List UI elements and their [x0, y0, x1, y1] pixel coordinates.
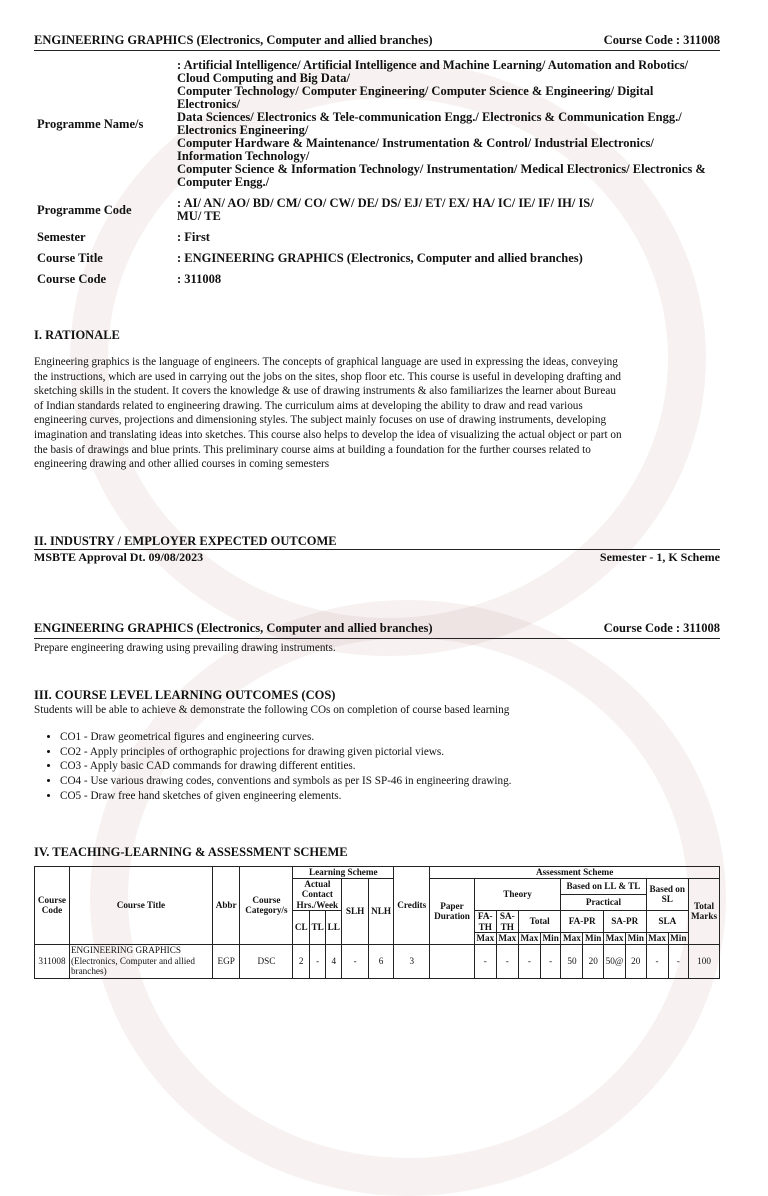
row-total-max: -	[518, 944, 540, 978]
rationale-heading: I. RATIONALE	[34, 328, 120, 342]
assessment-scheme-header: Assessment Scheme	[430, 867, 720, 879]
info-row-course-title	[34, 244, 720, 265]
outcome-text: Prepare engineering drawing using prevailing drawing instruments.	[34, 642, 336, 654]
paper-duration-header: Paper Duration	[430, 878, 474, 944]
page-header	[34, 33, 720, 51]
row-sa-pr-min: 20	[626, 944, 646, 978]
row-fa-pr-max: 50	[561, 944, 583, 978]
info-row-programme-name	[34, 59, 720, 189]
min-header: Min	[626, 933, 646, 945]
list-item: • CO4 - Use various drawing codes, conventions and symbols as per IS SP-46 in engineering drawing.	[60, 774, 720, 789]
scheme-table	[34, 866, 720, 979]
max-header: Max	[518, 933, 540, 945]
contact-hours-header: Actual Contact Hrs./Week	[293, 878, 342, 911]
min-header: Min	[668, 933, 688, 945]
footer-approval: MSBTE Approval Dt. 09/08/2023	[34, 550, 204, 564]
theory-header: Theory	[474, 878, 561, 911]
row-credits: 3	[394, 944, 430, 978]
sla-header: SLA	[646, 911, 689, 933]
list-item: • CO2 - Apply principles of orthographic projections for drawing given pictorial views.	[60, 745, 720, 760]
based-ll-tl-header: Based on LL & TL	[561, 878, 646, 894]
page-header	[34, 621, 720, 639]
row-fa-pr-min: 20	[583, 944, 603, 978]
info-row-programme-code	[34, 189, 720, 223]
info-row-course-code	[34, 265, 720, 286]
cos-list	[34, 730, 720, 803]
fa-pr-header: FA-PR	[561, 911, 604, 933]
ll-header: LL	[326, 911, 342, 945]
learning-scheme-header: Learning Scheme	[293, 867, 394, 879]
rationale-text: Engineering graphics is the language of engineers. The concepts of graphical language are used in expressing the ideas, conveying the instructions, which are used in carrying out the jobs on the sites, shop floor etc. This course is useful in developing drafting and sketching skills in the student. It covers the knowledge & use of drawing instruments & also familiarizes the learner about Bureau of Indian standards related to engineering drawing. The curriculum aims at developing the ability to draw and read various engineering curves, projections and dimensioning styles. The subject mainly focuses on use of drawing instruments, developing imagination and translating ideas into sketches. This course also helps to develop the idea of visualizing the actual object or part on the basis of drawings and blue prints. This preliminary course aims at building a foundation for the further courses related to engineering drawing and other allied courses in coming semesters	[34, 356, 622, 471]
cl-header: CL	[293, 911, 310, 945]
info-value: : Artificial Intelligence/ Artificial Intelligence and Machine Learning/ Automation and Robotics/ Cloud Computing and Big Data/ Computer Technology/ Computer Engineering/ Computer Science & Engineering/ Digital Electronics/ Data Sciences/ Electronics & Tele-communication Engg./ Electronics & Communication Engg./ Electronics Engineering/ Computer Hardware & Maintenance/ Instrumentation & Control/ Industrial Electronics/ Information Technology/ Computer Science & Information Technology/ Instrumentation/ Medical Electronics/ Electronics & Computer Engg./	[177, 58, 706, 189]
table-row	[35, 944, 720, 978]
category-header: Course Category/s	[240, 867, 293, 945]
row-sa-th-max: -	[496, 944, 518, 978]
max-header: Max	[603, 933, 625, 945]
based-sl-header: Based on SL	[646, 878, 689, 911]
row-sa-pr-max: 50@	[603, 944, 625, 978]
practical-header: Practical	[561, 894, 646, 910]
info-label: Course Code	[37, 272, 107, 286]
course-title-header: Course Title	[69, 867, 212, 945]
max-header: Max	[646, 933, 668, 945]
page-footer	[34, 550, 720, 565]
info-label: Course Title	[37, 251, 103, 265]
row-abbr: EGP	[212, 944, 240, 978]
scheme-heading: IV. TEACHING-LEARNING & ASSESSMENT SCHEME	[34, 845, 348, 860]
outcome-heading: II. INDUSTRY / EMPLOYER EXPECTED OUTCOME	[34, 534, 720, 550]
header-course-code: Course Code : 311008	[603, 621, 720, 635]
sa-pr-header: SA-PR	[603, 911, 646, 933]
row-slh: -	[342, 944, 368, 978]
row-sla-max: -	[646, 944, 668, 978]
list-item: • CO5 - Draw free hand sketches of given engineering elements.	[60, 789, 720, 804]
info-label: Semester	[37, 230, 86, 244]
row-sla-min: -	[668, 944, 688, 978]
info-value: : AI/ AN/ AO/ BD/ CM/ CO/ CW/ DE/ DS/ EJ/ ET/ EX/ HA/ IC/ IE/ IF/ IH/ IS/ MU/ TE	[177, 196, 594, 223]
tl-header: TL	[310, 911, 326, 945]
credits-header: Credits	[394, 867, 430, 945]
min-header: Min	[583, 933, 603, 945]
row-total-min: -	[540, 944, 560, 978]
course-info-table	[34, 59, 720, 286]
info-value: : 311008	[177, 272, 222, 286]
abbr-header: Abbr	[212, 867, 240, 945]
row-ll: 4	[326, 944, 342, 978]
row-course-code: 311008	[35, 944, 70, 978]
row-total-marks: 100	[689, 944, 720, 978]
total-marks-header: Total Marks	[689, 878, 720, 944]
sa-th-header: SA-TH	[496, 911, 518, 933]
slh-header: SLH	[342, 878, 368, 944]
outcome-block	[34, 534, 720, 565]
header-title: ENGINEERING GRAPHICS (Electronics, Computer and allied branches)	[34, 33, 433, 47]
page-2	[34, 621, 720, 979]
row-fa-th-max: -	[474, 944, 496, 978]
max-header: Max	[561, 933, 583, 945]
info-label: Programme Name/s	[37, 116, 144, 131]
row-tl: -	[310, 944, 326, 978]
list-item: • CO1 - Draw geometrical figures and engineering curves.	[60, 730, 720, 745]
footer-semester: Semester - 1, K Scheme	[599, 550, 720, 564]
min-header: Min	[540, 933, 560, 945]
row-nlh: 6	[368, 944, 393, 978]
header-title: ENGINEERING GRAPHICS (Electronics, Computer and allied branches)	[34, 621, 433, 635]
fa-th-header: FA-TH	[474, 911, 496, 933]
page-1	[34, 33, 720, 472]
nlh-header: NLH	[368, 878, 393, 944]
cos-intro: Students will be able to achieve & demonstrate the following COs on completion of course based learning	[34, 703, 510, 716]
max-header: Max	[474, 933, 496, 945]
info-value: : ENGINEERING GRAPHICS (Electronics, Computer and allied branches)	[177, 251, 583, 265]
total-header: Total	[518, 911, 561, 933]
row-cl: 2	[293, 944, 310, 978]
info-label: Programme Code	[37, 202, 132, 217]
row-paper-duration	[430, 944, 474, 978]
course-code-header: Course Code	[35, 867, 70, 945]
cos-heading: III. COURSE LEVEL LEARNING OUTCOMES (COS)	[34, 687, 336, 702]
row-course-title: ENGINEERING GRAPHICS (Electronics, Computer and allied branches)	[69, 944, 212, 978]
max-header: Max	[496, 933, 518, 945]
info-row-semester	[34, 223, 720, 244]
table-header-row	[35, 867, 720, 879]
info-value: : First	[177, 230, 210, 244]
list-item: • CO3 - Apply basic CAD commands for drawing different entities.	[60, 759, 720, 774]
row-category: DSC	[240, 944, 293, 978]
header-course-code: Course Code : 311008	[603, 33, 720, 47]
